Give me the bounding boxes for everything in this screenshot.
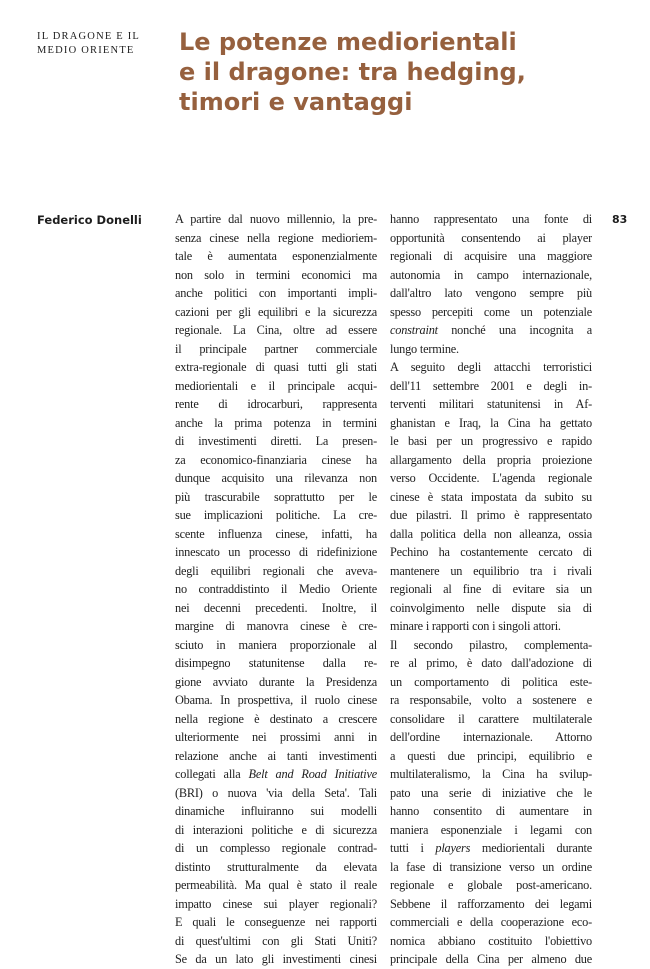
text-line bbox=[175, 710, 377, 729]
text-run: lungo termine. bbox=[390, 341, 459, 356]
text-line bbox=[390, 358, 592, 377]
text-line bbox=[390, 710, 592, 729]
text-run: sciuto in maniera proporzionale al bbox=[175, 637, 377, 652]
text-run: regionali al fine di evitare sia un bbox=[390, 582, 592, 596]
text-line bbox=[175, 599, 377, 618]
text-run: hanno consentito di aumentare in bbox=[390, 804, 592, 818]
text-line bbox=[175, 747, 377, 766]
text-run: senza cinese nella regione medioriem- bbox=[175, 230, 377, 245]
text-run: dunque acquisito una rilevanza non bbox=[175, 471, 377, 485]
text-line bbox=[390, 728, 592, 747]
text-run: dall'altro lato vengono sempre più bbox=[390, 286, 592, 300]
text-line bbox=[390, 210, 592, 229]
text-run: mantenere un equilibrio tra i rivali bbox=[390, 563, 592, 578]
text-line bbox=[390, 414, 592, 433]
text-run: maniera esponenziale i legami con bbox=[390, 822, 592, 837]
text-line bbox=[175, 506, 377, 525]
text-run: relazione anche ai tanti investimenti bbox=[175, 748, 377, 763]
text-run: minare i rapporti con i singoli attori. bbox=[390, 619, 561, 633]
text-run: dell'ordine internazionale. Attorno bbox=[390, 730, 592, 744]
text-run: Pechino ha costantemente cercato di bbox=[390, 545, 592, 559]
text-line bbox=[175, 525, 377, 544]
text-run: Obama. In prospettiva, il ruolo cinese bbox=[175, 693, 377, 707]
text-run: mediorientali e il principale acqui- bbox=[175, 378, 377, 393]
text-run: anche la prima potenza in termini bbox=[175, 415, 377, 430]
text-run: tutti i bbox=[390, 841, 436, 855]
page-number: 83 bbox=[612, 213, 628, 226]
text-run: gione avviato durante la Presidenza bbox=[175, 674, 377, 689]
text-line bbox=[175, 636, 377, 655]
text-run: no contraddistinto il Medio Oriente bbox=[175, 582, 377, 596]
author-name: Federico Donelli bbox=[37, 213, 142, 227]
text-line bbox=[390, 858, 592, 877]
text-line bbox=[390, 321, 592, 340]
text-run: extra-regionale di quasi tutti gli stati bbox=[175, 360, 377, 374]
article-title-line: e il dragone: tra hedging, bbox=[179, 58, 526, 86]
text-run: pato una serie di iniziative che le bbox=[390, 785, 592, 800]
text-run: commerciali e della cooperazione eco- bbox=[390, 915, 592, 929]
text-run: re al primo, è dato dall'adozione di bbox=[390, 656, 592, 670]
text-line bbox=[390, 821, 592, 840]
text-run: di interazioni politiche e di sicurezza bbox=[175, 822, 377, 837]
text-line bbox=[175, 580, 377, 599]
italic-term: Belt and Road Initiative bbox=[248, 767, 377, 781]
text-run: a questi due principi, equilibrio e bbox=[390, 748, 592, 763]
text-line bbox=[175, 839, 377, 858]
text-run: sue implicazioni politiche. La cre- bbox=[175, 508, 377, 522]
text-run: terventi militari statunitensi in Af- bbox=[390, 397, 592, 411]
text-line bbox=[390, 599, 592, 618]
text-line bbox=[390, 802, 592, 821]
text-run: Se da un lato gli investimenti cinesi bbox=[175, 952, 377, 966]
text-run: spesso percepiti come un potenziale bbox=[390, 304, 592, 319]
text-line bbox=[390, 525, 592, 544]
text-run: nomica abbiano costituito l'obiettivo bbox=[390, 933, 592, 948]
text-run: la fase di transizione verso un ordine bbox=[390, 859, 592, 874]
text-line bbox=[390, 488, 592, 507]
text-line bbox=[390, 432, 592, 451]
text-line bbox=[175, 377, 377, 396]
text-run: cinese è stata impostata da subito su bbox=[390, 489, 592, 504]
text-line bbox=[175, 821, 377, 840]
text-line bbox=[175, 728, 377, 747]
text-line bbox=[390, 469, 592, 488]
text-run: principale della Cina per almeno due bbox=[390, 952, 592, 966]
text-line bbox=[390, 451, 592, 470]
text-line bbox=[390, 617, 592, 636]
text-run: innescato un processo di ridefinizione bbox=[175, 545, 377, 559]
text-line bbox=[390, 784, 592, 803]
text-run: regionale e globale post-americano. bbox=[390, 878, 592, 892]
text-run: A seguito degli attacchi terroristici bbox=[390, 360, 592, 374]
text-run: nonché una incognita a bbox=[437, 323, 592, 337]
text-run: consolidare il carattere multilaterale bbox=[390, 711, 592, 726]
text-line bbox=[390, 895, 592, 914]
text-run: multilateralismo, la Cina ha svilup- bbox=[390, 767, 592, 781]
article-title-line: timori e vantaggi bbox=[179, 88, 413, 116]
text-line bbox=[390, 839, 592, 858]
text-run: di quest'ultimi con gli Stati Uniti? bbox=[175, 933, 377, 948]
text-line bbox=[390, 303, 592, 322]
text-run: le basi per un progressivo e rapido bbox=[390, 434, 592, 448]
text-run: autonomia in campo internazionale, bbox=[390, 267, 592, 282]
text-run: opportunità consentendo ai player bbox=[390, 230, 592, 245]
text-run: disimpegno statunitense dalla re- bbox=[175, 656, 377, 670]
section-label bbox=[37, 30, 167, 58]
article-title bbox=[179, 27, 599, 117]
text-line bbox=[175, 691, 377, 710]
text-line bbox=[390, 747, 592, 766]
text-line bbox=[390, 636, 592, 655]
text-run: cazioni per gli equilibri e la sicurezza bbox=[175, 304, 377, 319]
text-run: Il secondo pilastro, complementa- bbox=[390, 637, 592, 652]
text-line bbox=[390, 229, 592, 248]
text-line bbox=[175, 876, 377, 895]
text-line bbox=[175, 895, 377, 914]
text-line bbox=[175, 303, 377, 322]
body-column-right bbox=[390, 210, 592, 969]
text-run: dalla politica della non alleanza, ossia bbox=[390, 526, 592, 541]
text-line bbox=[390, 266, 592, 285]
text-line bbox=[175, 802, 377, 821]
text-run: (BRI) o nuova 'via della Seta'. Tali bbox=[175, 785, 377, 800]
text-line bbox=[390, 691, 592, 710]
text-line bbox=[175, 488, 377, 507]
text-line bbox=[175, 266, 377, 285]
text-line bbox=[390, 673, 592, 692]
text-line bbox=[175, 451, 377, 470]
text-line bbox=[390, 913, 592, 932]
text-run: un comportamento di politica este- bbox=[390, 674, 592, 689]
text-line bbox=[175, 247, 377, 266]
text-line bbox=[175, 543, 377, 562]
text-line bbox=[390, 950, 592, 969]
text-line bbox=[390, 580, 592, 599]
text-line bbox=[175, 414, 377, 433]
text-run: di un complesso regionale contrad- bbox=[175, 841, 377, 855]
text-line bbox=[175, 395, 377, 414]
text-line bbox=[390, 395, 592, 414]
text-run: degli equilibri regionali che aveva- bbox=[175, 563, 377, 578]
text-line bbox=[390, 247, 592, 266]
text-run: dinamiche influiranno sui modelli bbox=[175, 804, 377, 818]
text-run: collegati alla bbox=[175, 767, 249, 781]
text-line bbox=[390, 562, 592, 581]
italic-term: constraint bbox=[390, 323, 438, 337]
text-line bbox=[175, 932, 377, 951]
text-line bbox=[390, 654, 592, 673]
text-run: allargamento della propria proiezione bbox=[390, 452, 592, 467]
text-line bbox=[175, 469, 377, 488]
text-line bbox=[175, 432, 377, 451]
text-line bbox=[390, 377, 592, 396]
text-run: hanno rappresentato una fonte di bbox=[390, 212, 592, 226]
text-run: impatto cinese sui player regionali? bbox=[175, 896, 377, 911]
text-run: permeabilità. Ma qual è stato il reale bbox=[175, 878, 377, 892]
text-line bbox=[175, 765, 377, 784]
text-line bbox=[390, 876, 592, 895]
text-line bbox=[175, 321, 377, 340]
italic-term: players bbox=[435, 841, 471, 855]
section-label-line: MEDIO ORIENTE bbox=[37, 45, 135, 56]
text-run: scente influenza cinese, infatti, ha bbox=[175, 526, 377, 541]
text-line bbox=[175, 229, 377, 248]
text-run: non solo in termini economici ma bbox=[175, 267, 377, 282]
text-line bbox=[390, 284, 592, 303]
text-run: za economico-finanziaria cinese ha bbox=[175, 452, 377, 467]
text-run: dell'11 settembre 2001 e degli in- bbox=[390, 378, 592, 393]
text-run: ra responsabile, volto a sostenere e bbox=[390, 693, 592, 707]
text-run: margine di manovra cinese è cre- bbox=[175, 619, 377, 633]
article-title-line: Le potenze mediorientali bbox=[179, 28, 517, 56]
text-run: ulteriormente nei prossimi anni in bbox=[175, 730, 377, 744]
text-run: regionale. La Cina, oltre ad essere bbox=[175, 323, 377, 337]
text-run: nella regione è destinato a crescere bbox=[175, 711, 377, 726]
text-run: il principale partner commerciale bbox=[175, 341, 377, 356]
text-run: più trascurabile soprattutto per le bbox=[175, 489, 377, 504]
text-line bbox=[175, 210, 377, 229]
text-line bbox=[175, 340, 377, 359]
text-run: ghanistan e Iraq, la Cina ha gettato bbox=[390, 415, 592, 430]
text-line bbox=[175, 284, 377, 303]
text-line bbox=[175, 617, 377, 636]
body-column-left bbox=[175, 210, 377, 969]
text-run: tale è aumentata esponenzialmente bbox=[175, 249, 377, 263]
text-run: di investimenti diretti. La presen- bbox=[175, 434, 377, 448]
text-line bbox=[175, 858, 377, 877]
text-run: Sebbene il rafforzamento dei legami bbox=[390, 896, 592, 911]
text-line bbox=[175, 654, 377, 673]
text-run: mediorientali durante bbox=[470, 841, 592, 855]
text-line bbox=[390, 765, 592, 784]
text-run: coinvolgimento nelle dispute sia di bbox=[390, 600, 592, 615]
text-line bbox=[175, 950, 377, 969]
text-run: nei decenni precedenti. Inoltre, il bbox=[175, 600, 377, 615]
text-line bbox=[175, 673, 377, 692]
text-line bbox=[175, 358, 377, 377]
text-run: rente di idrocarburi, rappresenta bbox=[175, 397, 377, 411]
text-line bbox=[390, 340, 592, 359]
text-line bbox=[390, 506, 592, 525]
text-line bbox=[390, 932, 592, 951]
section-label-line: IL DRAGONE E IL bbox=[37, 31, 141, 42]
text-run: distinto strutturalmente da elevata bbox=[175, 859, 377, 874]
text-run: A partire dal nuovo millennio, la pre- bbox=[175, 212, 377, 226]
text-run: E quali le conseguenze nei rapporti bbox=[175, 915, 377, 929]
text-line bbox=[390, 543, 592, 562]
text-line bbox=[175, 913, 377, 932]
text-run: regionali di acquisire una maggiore bbox=[390, 249, 592, 263]
text-line bbox=[175, 562, 377, 581]
text-run: verso Occidente. L'agenda regionale bbox=[390, 471, 592, 485]
text-run: due pilastri. Il primo è rappresentato bbox=[390, 508, 592, 522]
text-run: anche politici con importanti impli- bbox=[175, 286, 377, 300]
text-line bbox=[175, 784, 377, 803]
